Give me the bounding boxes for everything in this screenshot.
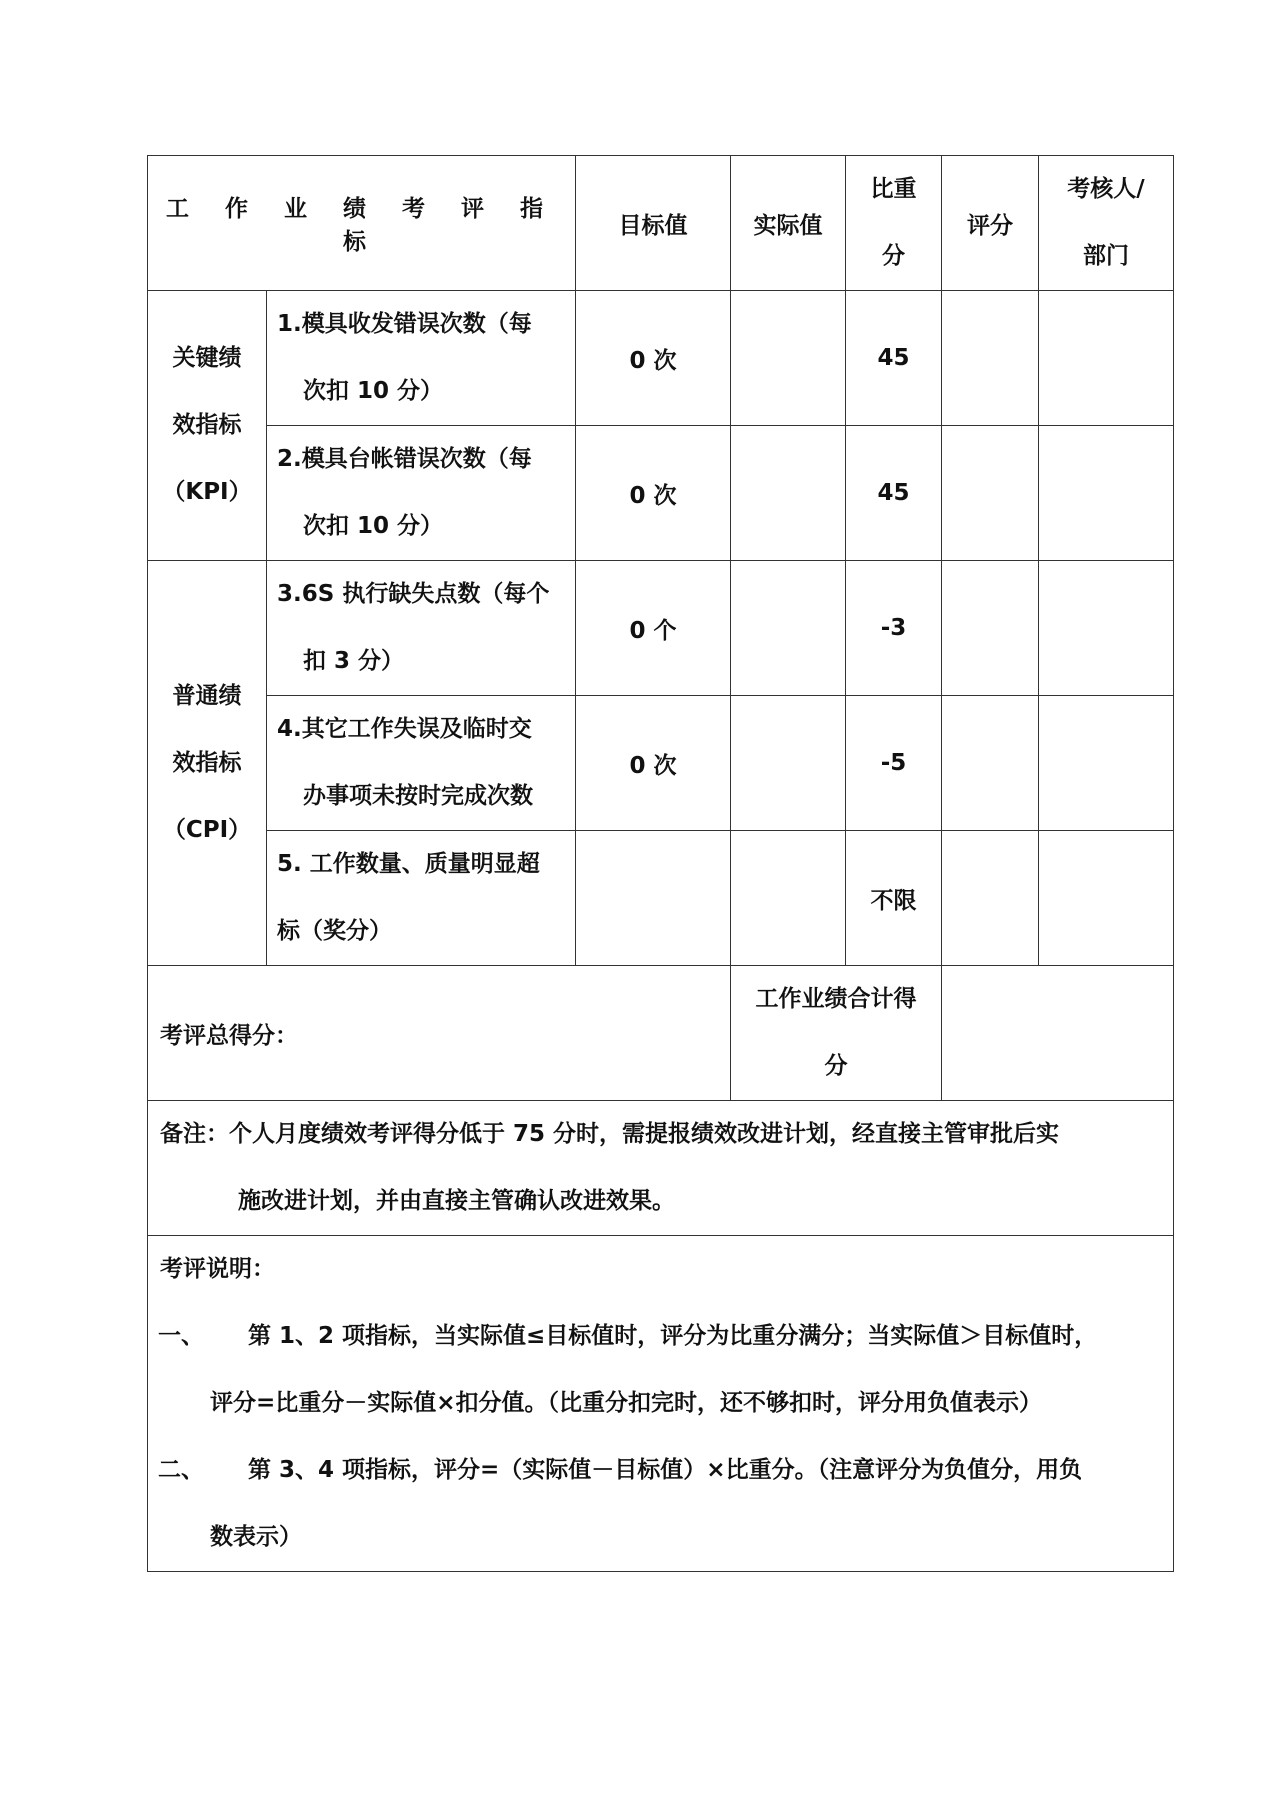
table-row <box>148 831 1174 966</box>
indicator-line2: 标（奖分） <box>277 918 392 944</box>
description-item-number: 二、 <box>158 1457 204 1483</box>
total-score-label: 考评总得分： <box>148 966 731 1101</box>
score-value <box>942 696 1039 831</box>
indicator-line1: 3.6S 执行缺失点数（每个 <box>277 581 550 607</box>
description-item-number: 一、 <box>158 1323 204 1349</box>
header-actual: 实际值 <box>731 156 846 291</box>
actual-value <box>731 426 846 561</box>
weight-value: -5 <box>846 696 942 831</box>
indicator-item <box>267 831 576 966</box>
header-score: 评分 <box>942 156 1039 291</box>
actual-value <box>731 291 846 426</box>
target-value: 0 个 <box>576 561 731 696</box>
combined-score-line1: 工作业绩合计得 <box>755 986 917 1012</box>
description-item-line2: 评分=比重分－实际值×扣分值。（比重分扣完时，还不够扣时，评分用负值表示） <box>210 1390 1043 1416</box>
combined-score-label <box>731 966 942 1101</box>
description-item-line2: 数表示） <box>210 1524 302 1550</box>
indicator-item <box>267 291 576 426</box>
indicator-line2: 办事项未按时完成次数 <box>303 783 533 809</box>
indicator-line2: 次扣 10 分） <box>303 513 444 539</box>
target-value <box>576 831 731 966</box>
indicator-line2: 次扣 10 分） <box>303 378 444 404</box>
total-row <box>148 966 1174 1101</box>
header-indicator: 工 作 业 绩 考 评 指 标 <box>148 156 576 291</box>
category-kpi-line3: （KPI） <box>162 479 252 505</box>
category-cpi <box>148 561 267 966</box>
header-weight-line2: 分 <box>882 243 905 269</box>
description-cell <box>148 1236 1174 1572</box>
assessor-value <box>1039 291 1174 426</box>
score-value <box>942 426 1039 561</box>
actual-value <box>731 696 846 831</box>
note-cell <box>148 1101 1174 1236</box>
description-item-1 <box>158 1303 1161 1370</box>
indicator-line1: 2.模具台帐错误次数（每 <box>277 446 532 472</box>
table-row <box>148 426 1174 561</box>
score-value <box>942 291 1039 426</box>
weight-value: 不限 <box>846 831 942 966</box>
header-assessor-line1: 考核人/ <box>1067 176 1145 202</box>
category-cpi-line1: 普通绩 <box>172 682 242 709</box>
assessor-value <box>1039 561 1174 696</box>
indicator-item <box>267 696 576 831</box>
weight-value: -3 <box>846 561 942 696</box>
combined-score-value <box>942 966 1174 1101</box>
indicator-line1: 1.模具收发错误次数（每 <box>277 311 532 337</box>
category-cpi-line3: （CPI） <box>162 816 252 843</box>
weight-value: 45 <box>846 426 942 561</box>
target-value: 0 次 <box>576 291 731 426</box>
description-item-line1: 第 1、2 项指标，当实际值≤目标值时，评分为比重分满分；当实际值＞目标值时， <box>248 1323 1098 1349</box>
score-value <box>942 561 1039 696</box>
note-line1: 备注：个人月度绩效考评得分低于 75 分时，需提报绩效改进计划，经直接主管审批后实 <box>160 1121 1060 1147</box>
description-title: 考评说明： <box>160 1256 275 1282</box>
score-value <box>942 831 1039 966</box>
assessor-value <box>1039 426 1174 561</box>
indicator-item <box>267 561 576 696</box>
header-weight <box>846 156 942 291</box>
assessor-value <box>1039 696 1174 831</box>
target-value: 0 次 <box>576 426 731 561</box>
table-row <box>148 561 1174 696</box>
target-value: 0 次 <box>576 696 731 831</box>
indicator-item <box>267 426 576 561</box>
table-row <box>148 291 1174 426</box>
actual-value <box>731 561 846 696</box>
header-assessor <box>1039 156 1174 291</box>
table-header-row <box>148 156 1174 291</box>
note-line2: 施改进计划，并由直接主管确认改进效果。 <box>238 1188 675 1214</box>
indicator-line1: 5. 工作数量、质量明显超 <box>277 851 540 877</box>
category-cpi-line2: 效指标 <box>172 749 242 776</box>
weight-value: 45 <box>846 291 942 426</box>
description-item-2 <box>158 1437 1161 1504</box>
description-row <box>148 1236 1174 1572</box>
indicator-line1: 4.其它工作失误及临时交 <box>277 716 532 742</box>
category-kpi-line1: 关键绩 <box>172 345 242 371</box>
header-target: 目标值 <box>576 156 731 291</box>
performance-evaluation-table <box>147 155 1174 1572</box>
header-weight-line1: 比重 <box>870 176 917 202</box>
header-assessor-line2: 部门 <box>1083 243 1129 269</box>
table-row <box>148 696 1174 831</box>
assessor-value <box>1039 831 1174 966</box>
category-kpi-line2: 效指标 <box>172 412 242 438</box>
note-row <box>148 1101 1174 1236</box>
category-kpi <box>148 291 267 561</box>
actual-value <box>731 831 846 966</box>
indicator-line2: 扣 3 分） <box>303 648 405 674</box>
combined-score-line2: 分 <box>824 1053 848 1079</box>
description-item-line1: 第 3、4 项指标，评分=（实际值－目标值）×比重分。（注意评分为负值分，用负 <box>248 1457 1083 1483</box>
